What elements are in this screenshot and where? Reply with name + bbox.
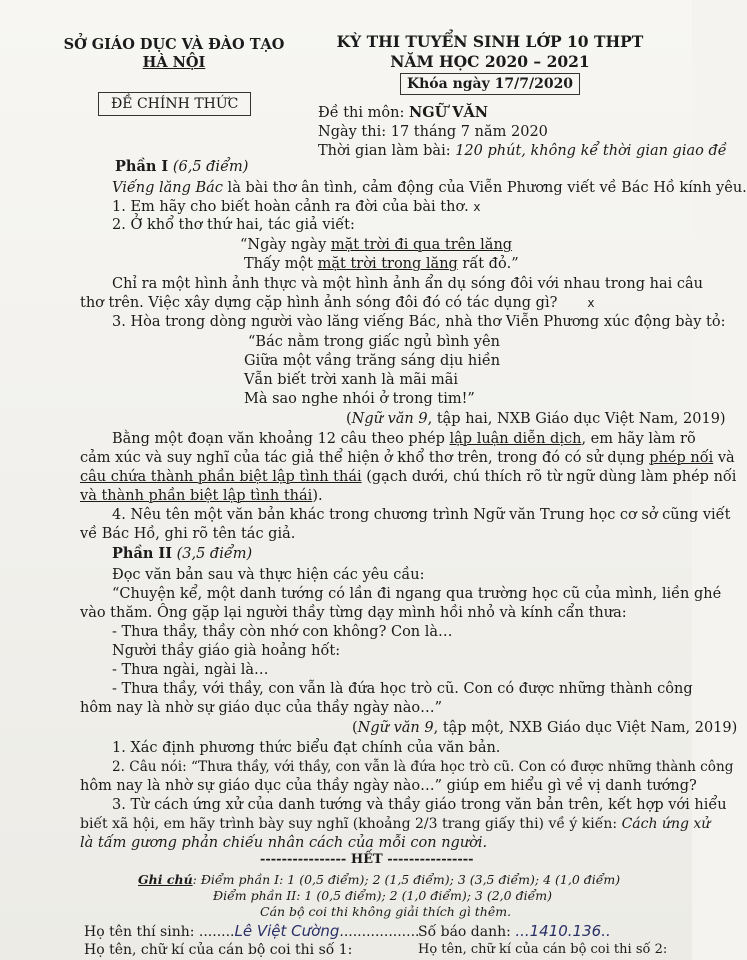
part1-q3-paragraph-2: cảm xúc và suy nghĩ của tác giả thể hiện ở khổ thơ trên, trong đó có sử dụng phép nối và bbox=[80, 450, 735, 466]
candidate-number-row: Số báo danh: ...1410.136.. bbox=[418, 922, 611, 940]
exam-date-line: Ngày thi: 17 tháng 7 năm 2020 bbox=[318, 124, 548, 140]
exam-title: KỲ THI TUYỂN SINH LỚP 10 THPT bbox=[336, 32, 644, 51]
candidate-name-handwritten: Lê Việt Cường bbox=[234, 922, 340, 940]
department-header bbox=[58, 36, 290, 72]
verse-line-4: Mà sao nghe nhói ở trong tim!” bbox=[244, 391, 475, 407]
part1-intro: Viếng lăng Bác là bài thơ ân tình, cảm động của Viễn Phương viết về Bác Hồ kính yêu. bbox=[112, 180, 747, 196]
part2-source: (Ngữ văn 9, tập một, NXB Giáo dục Việt Nam, 2019) bbox=[352, 720, 738, 736]
subject-line: Đề thi môn: NGỮ VĂN bbox=[318, 104, 489, 121]
part2-question-3-line-3: là tấm gương phản chiếu nhân cách của mỗi con người. bbox=[80, 835, 488, 851]
part1-title: Phần I (6,5 điểm) bbox=[115, 158, 249, 175]
verse-line-1: “Bác nằm trong giấc ngủ bình yên bbox=[248, 334, 500, 350]
story-line-7: hôm nay là nhờ sự giáo dục của thầy ngày nào…” bbox=[80, 700, 443, 716]
part2-intro: Đọc văn bản sau và thực hiện các yêu cầu: bbox=[112, 567, 425, 583]
part1-question-1: 1. Em hãy cho biết hoàn cảnh ra đời của bài thơ. x bbox=[112, 199, 481, 215]
poem-line-1: “Ngày ngày mặt trời đi qua trên lăng bbox=[240, 237, 513, 253]
part1-question-3: 3. Hòa trong dòng người vào lăng viếng Bác, nhà thơ Viễn Phương xúc động bày tỏ: bbox=[112, 314, 726, 330]
part1-question-2: 2. Ở khổ thơ thứ hai, tác giả viết: bbox=[112, 217, 355, 233]
exam-date-box: Khóa ngày 17/7/2020 bbox=[400, 73, 580, 95]
part2-question-3-line-1: 3. Từ cách ứng xử của danh tướng và thầy giáo trong văn bản trên, kết hợp với hiểu bbox=[112, 797, 727, 813]
notes-line-1: Ghi chú: Điểm phần I: 1 (0,5 điểm); 2 (1,5 điểm); 3 (3,5 điểm); 4 (1,0 điểm) bbox=[138, 872, 621, 887]
story-line-6: - Thưa thầy, với thầy, con vẫn là đứa học trò cũ. Con có được những thành công bbox=[112, 681, 693, 697]
story-line-1: “Chuyện kể, một danh tướng có lần đi ngang qua trường học cũ của mình, liền ghé bbox=[112, 586, 722, 602]
story-line-4: Người thầy giáo già hoảng hốt: bbox=[112, 643, 341, 659]
part2-question-3-line-2: biết xã hội, em hãy trình bày suy nghĩ (khoảng 2/3 trang giấy thi) về ý kiến: Cách ứng xử bbox=[80, 816, 711, 832]
department-line-2: HÀ NỘI bbox=[142, 54, 206, 71]
story-line-5: - Thưa ngài, ngài là… bbox=[112, 662, 269, 678]
notes-line-3: Cán bộ coi thi không giải thích gì thêm. bbox=[260, 904, 512, 919]
proctor-1-signature: Họ tên, chữ kí của cán bộ coi thi số 1: bbox=[84, 942, 353, 958]
verse-line-2: Giữa một vầng trăng sáng dịu hiền bbox=[244, 353, 501, 369]
part2-title: Phần II (3,5 điểm) bbox=[112, 545, 253, 562]
candidate-name-row: Họ tên thí sinh: ........Lê Việt Cường.................. bbox=[84, 922, 420, 940]
part1-q3-paragraph-1: Bằng một đoạn văn khoảng 12 câu theo phép lập luận diễn dịch, em hãy làm rõ bbox=[112, 431, 696, 447]
part1-q3-paragraph-3: câu chứa thành phần biệt lập tình thái (gạch dưới, chú thích rõ từ ngữ dùng làm phép nối bbox=[80, 469, 737, 485]
notes-line-2: Điểm phần II: 1 (0,5 điểm); 2 (1,0 điểm); 3 (2,0 điểm) bbox=[213, 888, 552, 903]
verse-line-3: Vẫn biết trời xanh là mãi mãi bbox=[244, 372, 458, 388]
department-line-1: SỞ GIÁO DỤC VÀ ĐÀO TẠO bbox=[63, 36, 285, 53]
part1-question-4-line-1: 4. Nêu tên một văn bản khác trong chương trình Ngữ văn Trung học cơ sở cũng viết bbox=[112, 507, 731, 523]
proctor-2-signature: Họ tên, chữ kí của cán bộ coi thi số 2: bbox=[418, 942, 668, 957]
part2-question-2-line-1: 2. Câu nói: “Thưa thầy, với thầy, con vẫn là đứa học trò cũ. Con có được những thành công bbox=[112, 759, 734, 775]
story-line-3: - Thưa thầy, thầy còn nhớ con không? Con là… bbox=[112, 624, 453, 640]
part1-question-4-line-2: về Bác Hồ, ghi rõ tên tác giả. bbox=[80, 526, 296, 542]
part1-q2-text-2: thơ trên. Việc xây dựng cặp hình ảnh sóng đôi đó có tác dụng gì? x bbox=[80, 295, 595, 311]
official-exam-badge: ĐỀ CHÍNH THỨC bbox=[98, 92, 251, 116]
poem-line-2: Thấy một mặt trời trong lăng rất đỏ.” bbox=[244, 256, 519, 272]
candidate-number-handwritten: ...1410.136.. bbox=[515, 922, 611, 940]
exam-duration-line: Thời gian làm bài: 120 phút, không kể thời gian giao đề bbox=[318, 143, 727, 159]
part1-q3-paragraph-4: và thành phần biệt lập tình thái). bbox=[80, 488, 323, 504]
part1-q2-text-1: Chỉ ra một hình ảnh thực và một hình ảnh ẩn dụ sóng đôi với nhau trong hai câu bbox=[112, 276, 703, 292]
part2-question-1: 1. Xác định phương thức biểu đạt chính của văn bản. bbox=[112, 740, 501, 756]
school-year: NĂM HỌC 2020 – 2021 bbox=[390, 52, 590, 71]
exam-header bbox=[325, 32, 655, 95]
part2-question-2-line-2: hôm nay là nhờ sự giáo dục của thầy ngày nào…” giúp em hiểu gì về vị danh tướng? bbox=[80, 778, 697, 794]
story-line-2: vào thăm. Ông gặp lại người thầy từng dạy mình hồi nhỏ và kính cẩn thưa: bbox=[80, 605, 627, 621]
part1-source: (Ngữ văn 9, tập hai, NXB Giáo dục Việt Nam, 2019) bbox=[346, 411, 726, 427]
end-marker: ---------------- HẾT ---------------- bbox=[260, 852, 474, 867]
subject-name: NGỮ VĂN bbox=[408, 104, 489, 121]
